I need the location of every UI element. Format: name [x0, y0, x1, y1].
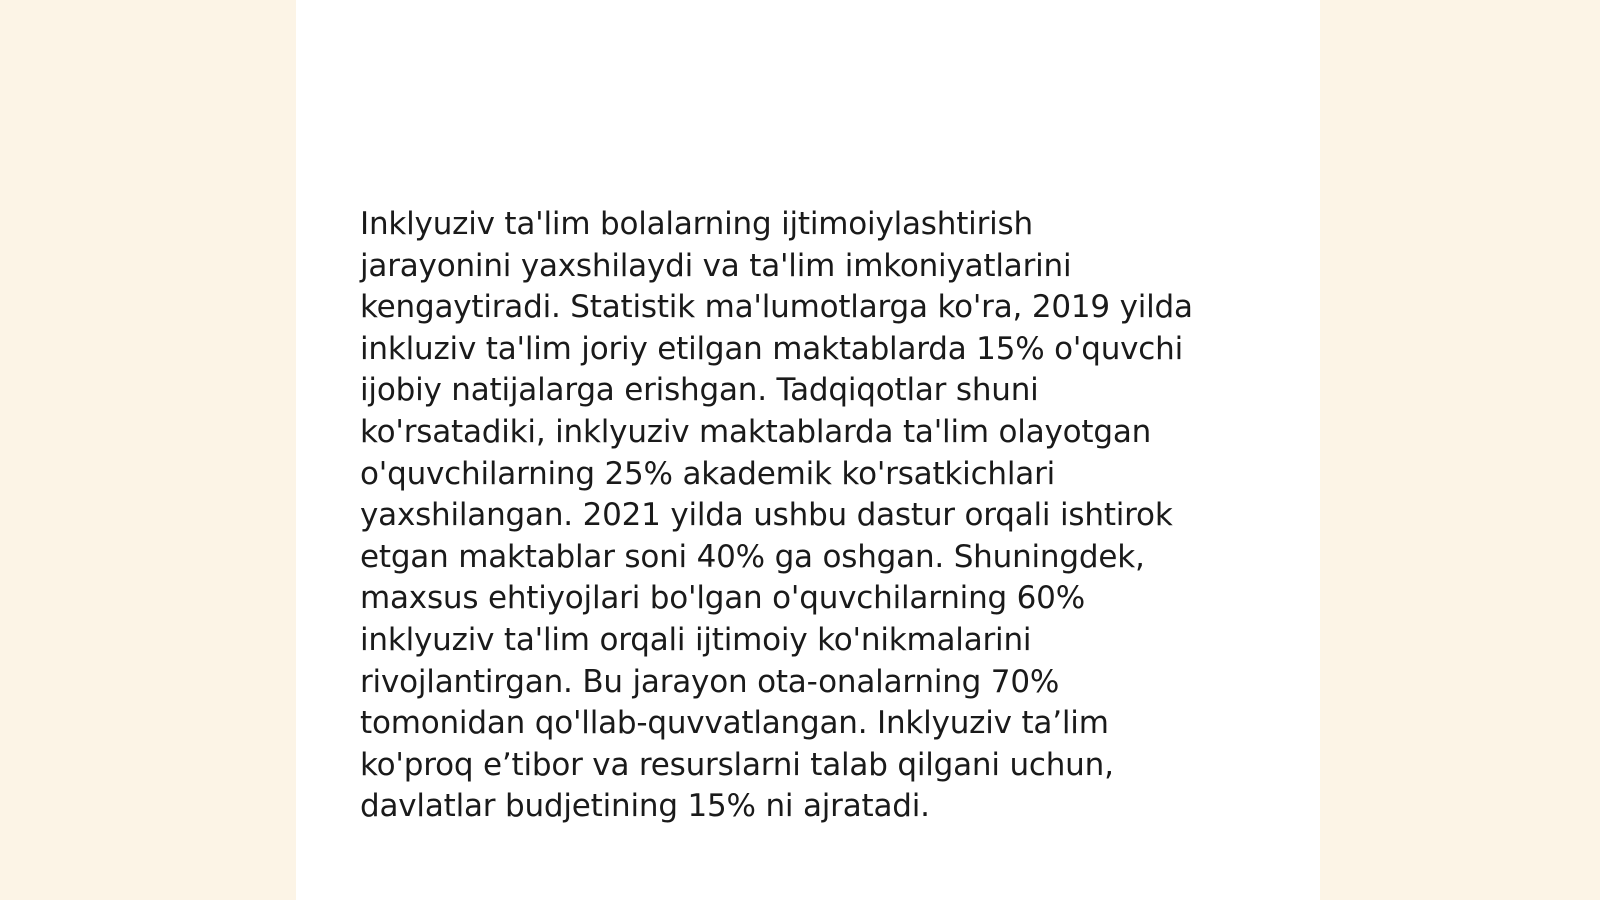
- body-paragraph: Inklyuziv ta'lim bolalarning ijtimoiylashtirish jarayonini yaxshilaydi va ta'lim imkoniyatlarini kengaytiradi. Statistik ma'lumotlarga ko'ra, 2019 yilda inkluziv ta'lim joriy etilgan maktablarda 15% o'quvchi ijobiy natijalarga erishgan. Tadqiqotlar shuni ko'rsatadiki, inklyuziv maktablarda ta'lim olayotgan o'quvchilarning 25% akademik ko'rsatkichlari yaxshilangan. 2021 yilda ushbu dastur orqali ishtirok etgan maktablar soni 40% ga oshgan. Shuningdek, maxsus ehtiyojlari bo'lgan o'quvchilarning 60% inklyuziv ta'lim orqali ijtimoiy ko'nikmalarini rivojlantirgan. Bu jarayon ota-onalarning 70% tomonidan qo'llab-quvvatlangan. Inklyuziv ta’lim ko'proq e’tibor va resurslarni talab qilgani uchun, davlatlar budjetining 15% ni ajratadi.: [360, 206, 1193, 825]
- document-page: [296, 0, 1320, 900]
